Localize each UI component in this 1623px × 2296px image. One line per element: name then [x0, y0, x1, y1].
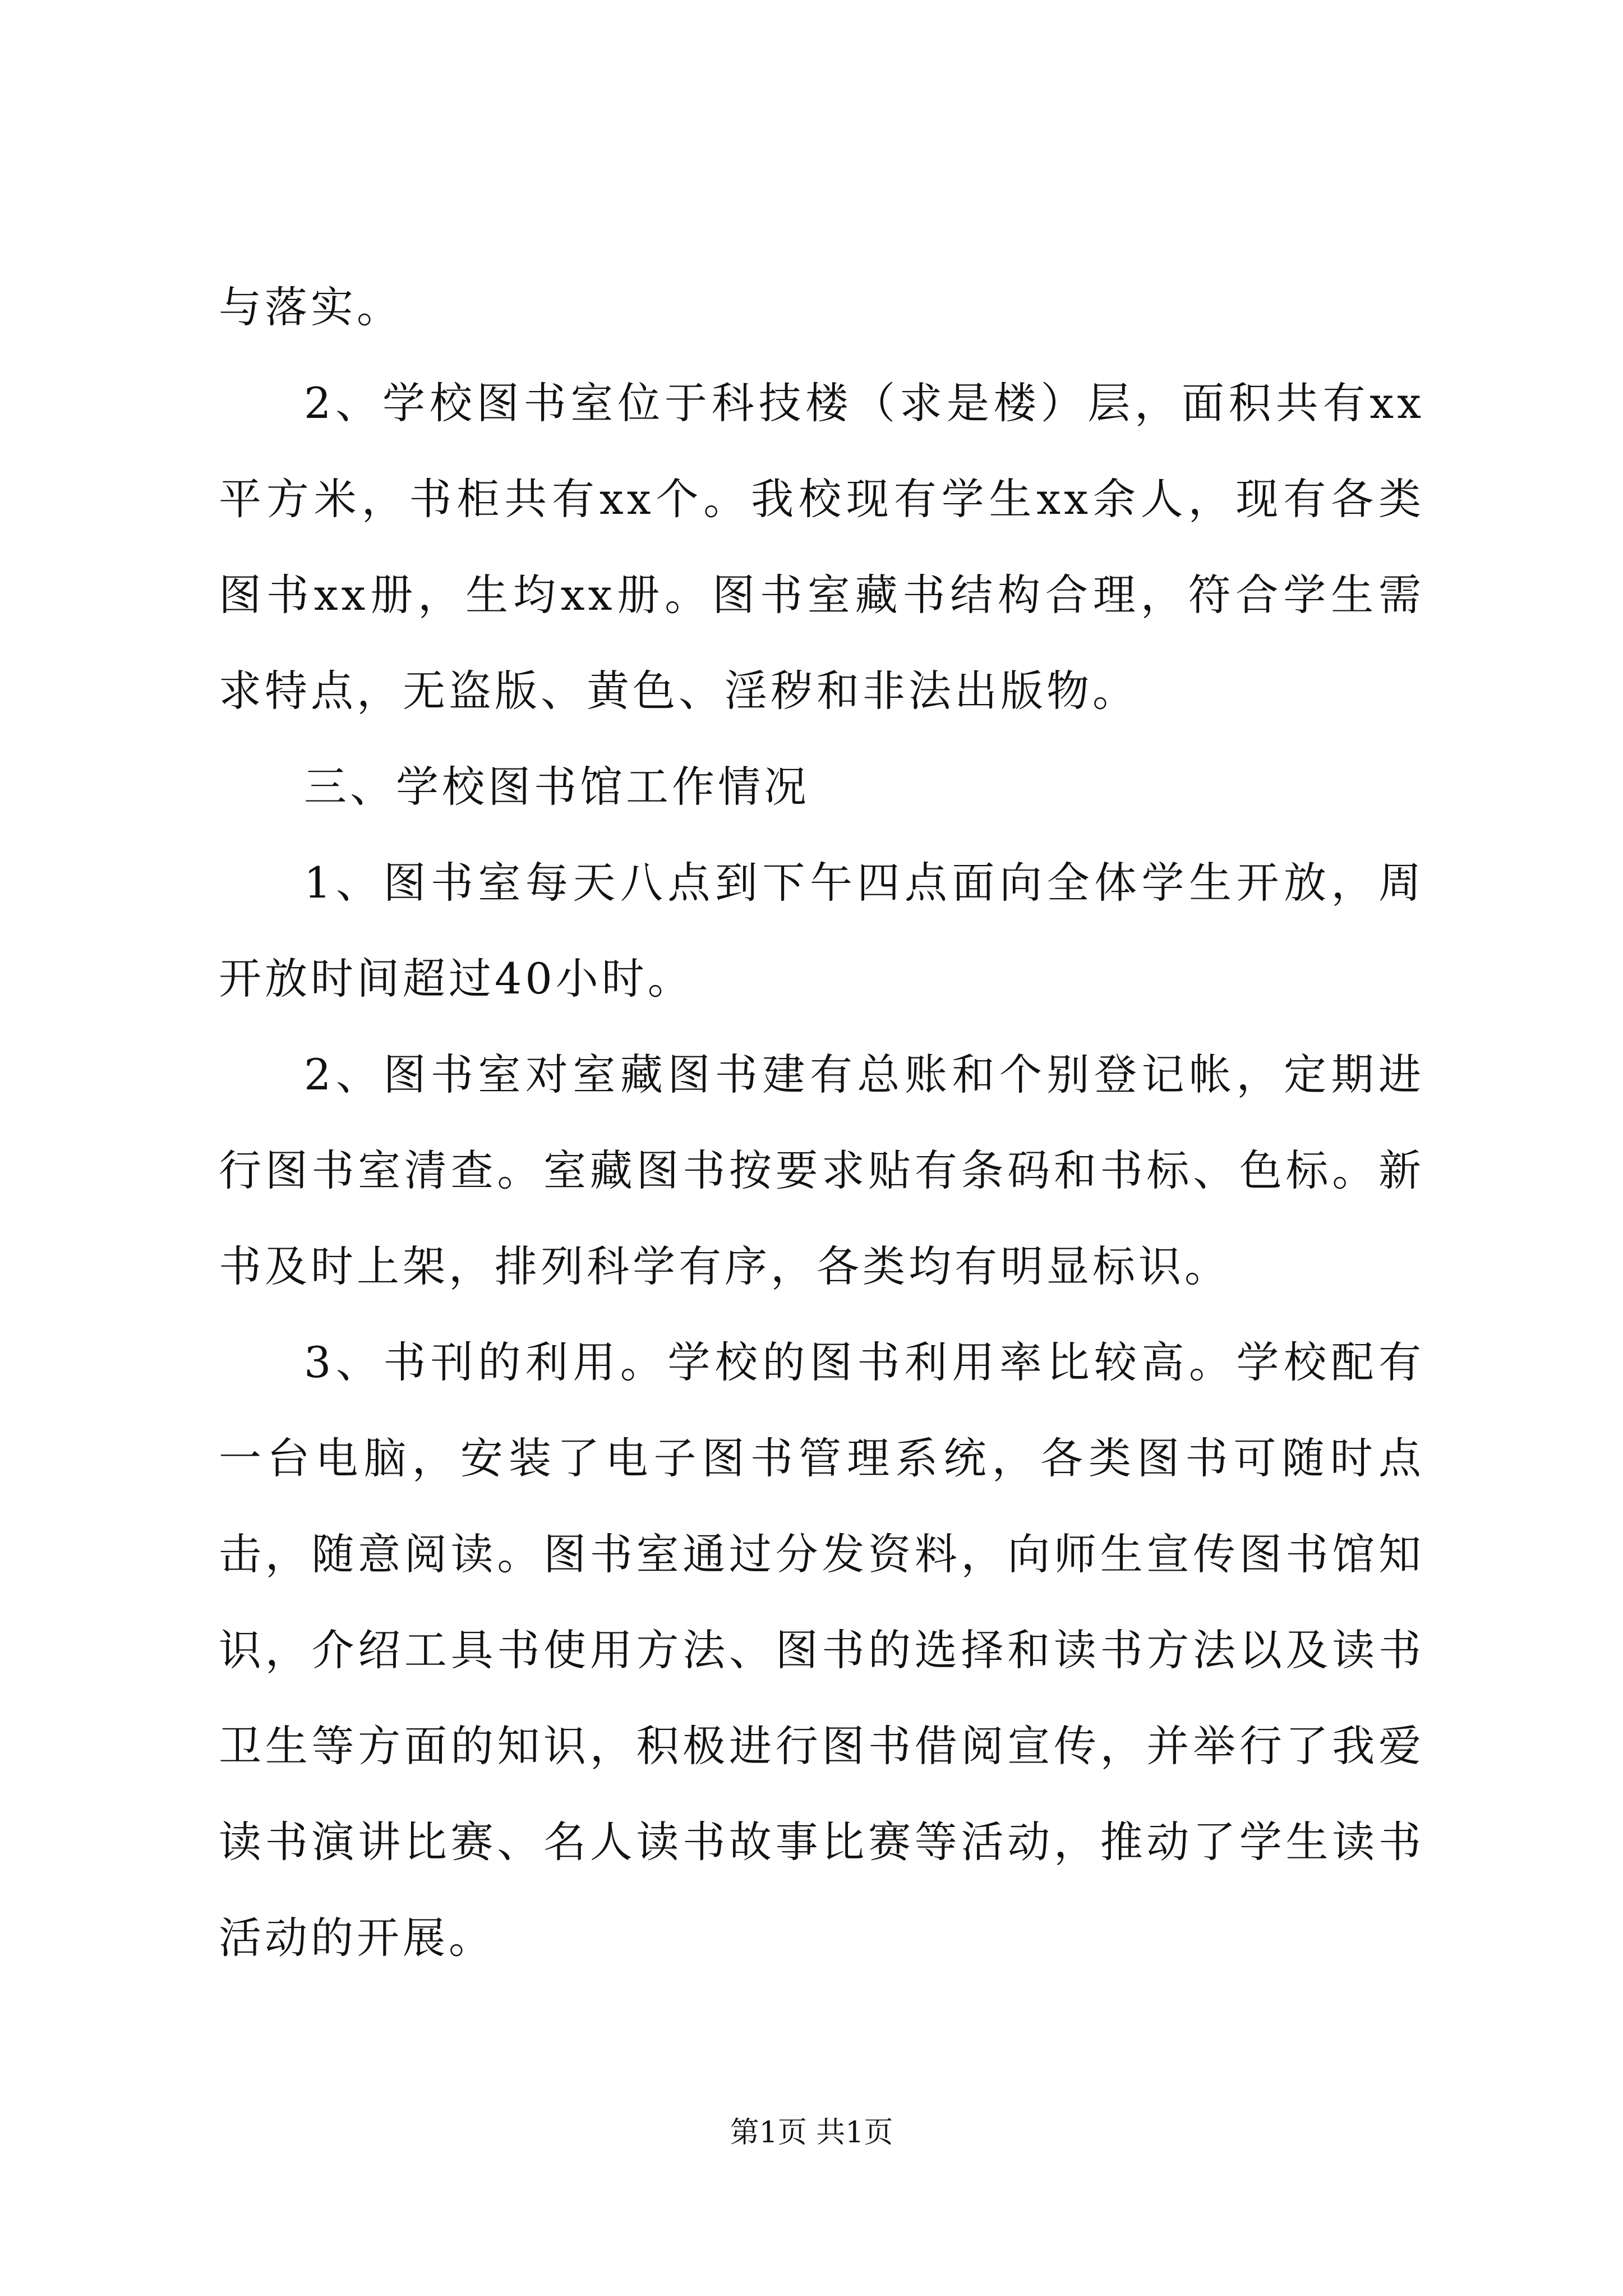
paragraph-book-usage: 3、书刊的利用。学校的图书利用率比较高。学校配有一台电脑，安装了电子图书管理系统，各类图书可随时点击，随意阅读。图书室通过分发资料，向师生宣传图书馆知识，介绍工具书使用方法、图书的选择和读书方法以及读书卫生等方面的知识，积极进行图书借阅宣传，并举行了我爱读书演讲比赛、名人读书故事比赛等活动，推动了学生读书活动的开展。 [219, 1337, 1424, 1963]
page-footer: 第1页 共1页 [730, 2116, 893, 2150]
paragraph-opening-hours: 1、图书室每天八点到下午四点面向全体学生开放，周开放时间超过40小时。 [219, 858, 1424, 1004]
section-heading-library-work: 三、学校图书馆工作情况 [304, 762, 810, 812]
paragraph-library-facilities: 2、学校图书室位于科技楼（求是楼）层，面积共有xx平方米，书柜共有xx个。我校现有学生xx余人，现有各类图书xx册，生均xx册。图书室藏书结构合理，符合学生需求特点，无盗版、黄色、淫秽和非法出版物。 [219, 378, 1424, 716]
paragraph-catalog-management: 2、图书室对室藏图书建有总账和个别登记帐，定期进行图书室清查。室藏图书按要求贴有条码和书标、色标。新书及时上架，排列科学有序，各类均有明显标识。 [219, 1050, 1424, 1291]
document-body [219, 259, 1424, 1986]
paragraph-continuation: 与落实。 [219, 282, 403, 332]
